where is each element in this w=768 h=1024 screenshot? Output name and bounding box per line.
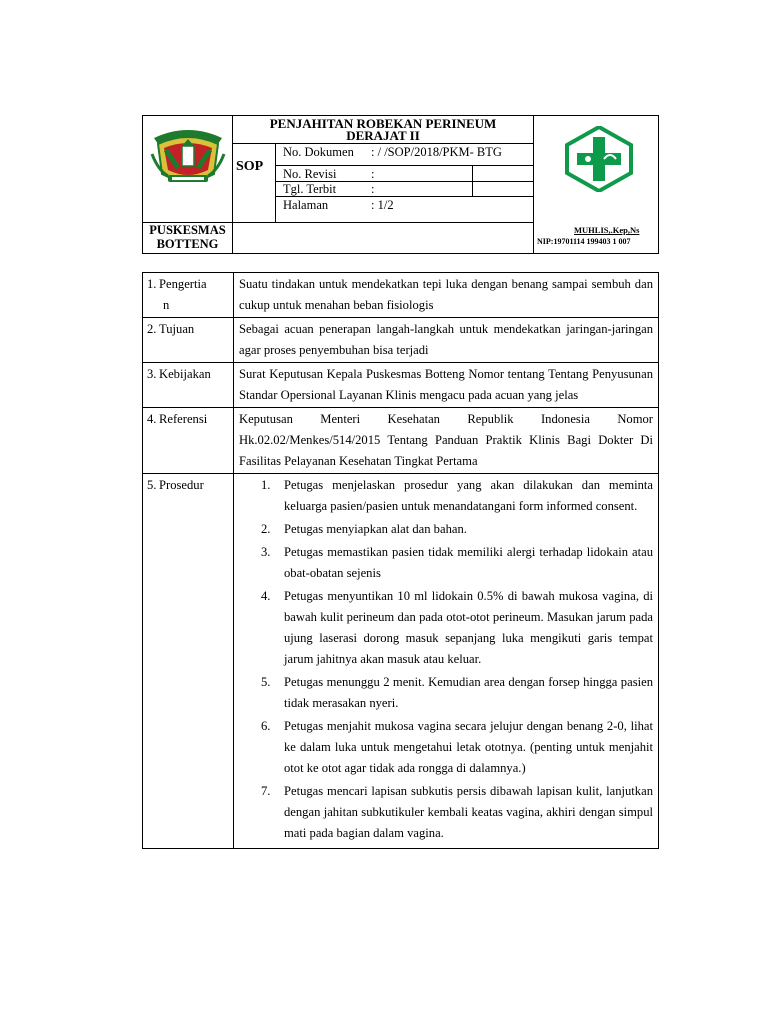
step-text: Petugas menyiapkan alat dan bahan.	[284, 522, 467, 536]
section-row-prosedur	[143, 474, 659, 849]
list-item	[239, 586, 653, 670]
section-label-text: Pengertia	[159, 277, 207, 291]
puskesmas-name-line1: PUSKESMAS	[149, 223, 226, 237]
step-text: Petugas menjahit mukosa vagina secara jelujur dengan benang 2-0, lihat ke dalam luka untuk mengetahui letak ototnya. (penting untuk menjahit otot ke otot agar tidak ada rongga di dalamnya.)	[284, 719, 653, 775]
section-label	[143, 273, 234, 318]
field-label-tgl-terbit: Tgl. Terbit	[283, 182, 337, 196]
section-row-kebijakan	[143, 363, 659, 408]
section-number: 4.	[147, 412, 157, 426]
section-number: 1.	[147, 277, 157, 291]
procedure-steps	[234, 474, 659, 849]
section-text: Sebagai acuan penerapan langah-langkah untuk mendekatkan jaringan-jaringan agar proses penyembuhan bisa terjadi	[234, 318, 659, 363]
list-item	[239, 781, 653, 844]
step-text: Petugas menjelaskan prosedur yang akan dilakukan dan meminta keluarga pasien/pasien untuk menandatangani form informed consent.	[284, 478, 653, 513]
step-number: 4.	[261, 589, 271, 603]
section-label-text: Tujuan	[159, 322, 195, 336]
step-text: Petugas menunggu 2 menit. Kemudian area dengan forsep hingga pasien tidak merasakan nyeri.	[284, 675, 653, 710]
puskesmas-name-line2: BOTTENG	[156, 237, 219, 251]
section-label-text-cont: n	[163, 298, 170, 312]
section-row-pengertian	[143, 273, 659, 318]
section-label-text: Prosedur	[159, 478, 204, 492]
step-number: 3.	[261, 545, 271, 559]
step-number: 6.	[261, 719, 271, 733]
section-text: Keputusan Menteri Kesehatan Republik Indonesia Nomor Hk.02.02/Menkes/514/2015 Tentang Panduan Praktik Klinis Bagi Dokter Di Fasilitas Pelayanan Kesehatan Tingkat Pertama	[234, 408, 659, 474]
field-value-halaman: : 1/2	[371, 198, 394, 212]
list-item	[239, 475, 653, 517]
step-number: 2.	[261, 522, 271, 536]
field-row-line-1	[275, 165, 533, 166]
sop-content-table	[142, 272, 659, 849]
section-label-text: Referensi	[159, 412, 208, 426]
step-number: 7.	[261, 784, 271, 798]
title-underline	[232, 143, 533, 144]
section-text: Surat Keputusan Kepala Puskesmas Botteng Nomor tentang Tentang Penyusunan Standar Opersional Layanan Klinis mengacu pada acuan yang jelas	[234, 363, 659, 408]
procedure-step-list	[239, 475, 653, 844]
field-value-no-revisi: :	[371, 167, 375, 181]
section-row-referensi	[143, 408, 659, 474]
section-text: Suatu tindakan untuk mendekatkan tepi luka dengan benang sampai sembuh dan cukup untuk menahan beban fisiologis	[234, 273, 659, 318]
list-item	[239, 519, 653, 540]
list-item	[239, 716, 653, 779]
list-item	[239, 672, 653, 714]
document-title-line1: PENJAHITAN ROBEKAN PERINEUM	[269, 116, 497, 131]
header-divider-sop	[275, 143, 276, 223]
signer-name: MUHLIS,.Kep,Ns	[574, 225, 640, 235]
field-label-no-revisi: No. Revisi	[283, 167, 337, 181]
field-row-line-3	[275, 196, 533, 197]
section-label	[143, 408, 234, 474]
step-number: 5.	[261, 675, 271, 689]
section-label	[143, 318, 234, 363]
signer-nip: NIP:19701114 199403 1 007	[537, 237, 631, 246]
field-value-no-dokumen: : / /SOP/2018/PKM- BTG	[371, 145, 502, 159]
header-border-bottom	[142, 253, 659, 254]
header-border-right	[658, 115, 659, 254]
section-number: 5.	[147, 478, 157, 492]
field-label-halaman: Halaman	[283, 198, 329, 212]
step-text: Petugas memastikan pasien tidak memiliki alergi terhadap lidokain atau obat-obatan sejenis	[284, 545, 653, 580]
sop-label: SOP	[236, 159, 264, 174]
section-number: 2.	[147, 322, 157, 336]
section-label	[143, 363, 234, 408]
section-row-tujuan	[143, 318, 659, 363]
field-col-line	[472, 165, 473, 196]
puskesmas-cross-icon	[564, 126, 634, 192]
section-number: 3.	[147, 367, 157, 381]
field-value-tgl-terbit: :	[371, 182, 375, 196]
step-text: Petugas mencari lapisan subkutis persis dibawah lapisan kulit, lanjutkan dengan jahitan subkutikuler kembali keatas vagina, akhiri dengan simpul mati pada bagian dalam vagina.	[284, 784, 653, 840]
regional-emblem-icon	[148, 124, 228, 188]
document-title-line2: DERAJAT II	[346, 128, 420, 143]
section-label-text: Kebijakan	[159, 367, 211, 381]
field-label-no-dokumen: No. Dokumen	[283, 145, 354, 159]
step-text: Petugas menyuntikan 10 ml lidokain 0.5% di bawah mukosa vagina, di bawah kulit perineum dan pada otot-otot perineum. Masukan jarum pada ujung laserasi dorong masuk sepanjang luka mengikuti garis tempat jarum jahitnya akan masuk atau keluar.	[284, 589, 653, 666]
list-item	[239, 542, 653, 584]
section-label	[143, 474, 234, 849]
header-divider-2	[533, 115, 534, 254]
step-number: 1.	[261, 478, 271, 492]
